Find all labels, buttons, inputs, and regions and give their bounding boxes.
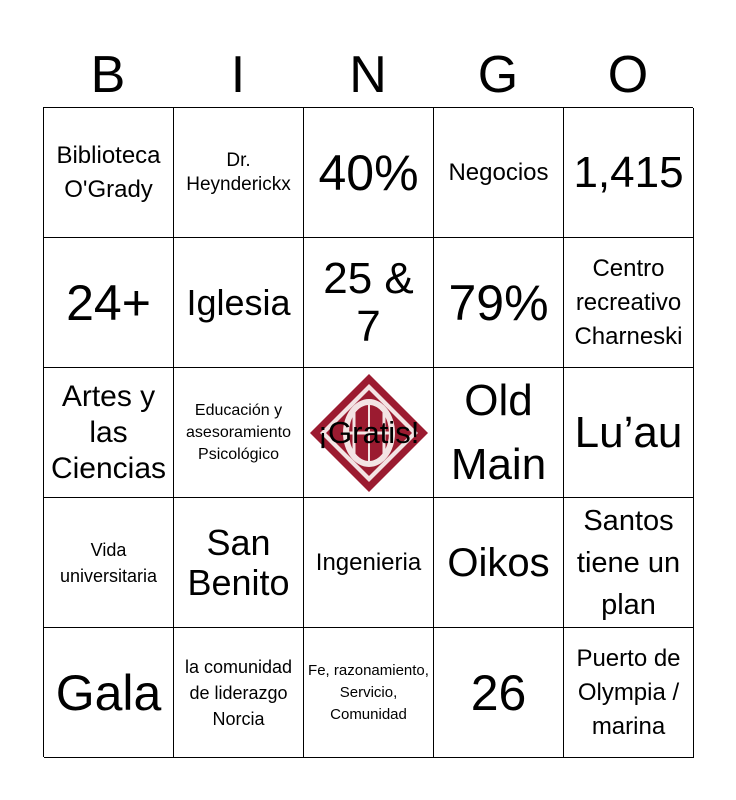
cell-text: Oikos bbox=[447, 540, 550, 585]
bingo-cell[interactable] bbox=[564, 368, 694, 498]
cell-text: 40% bbox=[318, 144, 419, 201]
cell-text: la comunidad de liderazgo Norcia bbox=[184, 656, 293, 729]
cell-text: Gala bbox=[55, 664, 162, 721]
bingo-cell[interactable] bbox=[434, 498, 564, 628]
bingo-header bbox=[43, 44, 693, 106]
bingo-cell[interactable] bbox=[434, 628, 564, 758]
cell-text: Educación y asesoramiento Psicológico bbox=[186, 401, 291, 463]
bingo-cell[interactable] bbox=[44, 498, 174, 628]
cell-text: San Benito bbox=[187, 521, 290, 603]
cell-text: Ingenieria bbox=[315, 548, 422, 576]
cell-text: 25 & 7 bbox=[323, 253, 414, 351]
bingo-cell[interactable] bbox=[44, 628, 174, 758]
cell-text: Artes y las Ciencias bbox=[50, 379, 167, 485]
header-letter-i: I bbox=[230, 46, 246, 104]
header-letter-n: N bbox=[349, 46, 387, 104]
bingo-cell[interactable] bbox=[434, 108, 564, 238]
bingo-cell[interactable] bbox=[304, 498, 434, 628]
header-letter-b: B bbox=[90, 46, 126, 104]
header-letter-o: O bbox=[607, 46, 649, 104]
cell-text: Vida universitaria bbox=[59, 539, 158, 586]
cell-text: Negocios bbox=[448, 158, 549, 186]
free-space-label: ¡Gratis! bbox=[317, 414, 420, 450]
cell-text: 79% bbox=[448, 274, 549, 331]
bingo-cell[interactable] bbox=[564, 628, 694, 758]
cell-text: Fe, razonamiento, Servicio, Comunidad bbox=[308, 661, 429, 723]
bingo-cell[interactable] bbox=[44, 108, 174, 238]
bingo-cell[interactable] bbox=[304, 238, 434, 368]
bingo-cell[interactable] bbox=[434, 368, 564, 498]
bingo-cell[interactable] bbox=[174, 108, 304, 238]
cell-text: Puerto de Olympia / marina bbox=[576, 644, 681, 740]
cell-text: Santos tiene un plan bbox=[576, 504, 681, 621]
bingo-cell[interactable] bbox=[44, 368, 174, 498]
cell-text: 26 bbox=[470, 664, 527, 721]
bingo-cell[interactable] bbox=[44, 238, 174, 368]
bingo-cell[interactable] bbox=[174, 498, 304, 628]
bingo-cell[interactable] bbox=[174, 628, 304, 758]
bingo-cell[interactable] bbox=[304, 108, 434, 238]
cell-text: 1,415 bbox=[573, 147, 684, 197]
bingo-cell[interactable] bbox=[564, 108, 694, 238]
bingo-cell[interactable] bbox=[434, 238, 564, 368]
cell-text: Biblioteca O'Grady bbox=[56, 141, 161, 203]
header-letter-g: G bbox=[477, 46, 519, 104]
cell-text: Centro recreativo Charneski bbox=[574, 254, 683, 350]
bingo-cell[interactable] bbox=[304, 628, 434, 758]
bingo-cell[interactable] bbox=[564, 238, 694, 368]
cell-text: Old Main bbox=[450, 375, 547, 489]
bingo-cell[interactable] bbox=[174, 368, 304, 498]
bingo-cell[interactable] bbox=[174, 238, 304, 368]
free-space-cell[interactable] bbox=[304, 368, 434, 498]
cell-text: Dr. Heynderickx bbox=[186, 149, 291, 195]
bingo-cell[interactable] bbox=[564, 498, 694, 628]
cell-text: Lu’au bbox=[574, 407, 683, 457]
cell-text: 24+ bbox=[66, 274, 151, 331]
cell-text: Iglesia bbox=[186, 281, 291, 323]
bingo-board bbox=[43, 107, 693, 757]
